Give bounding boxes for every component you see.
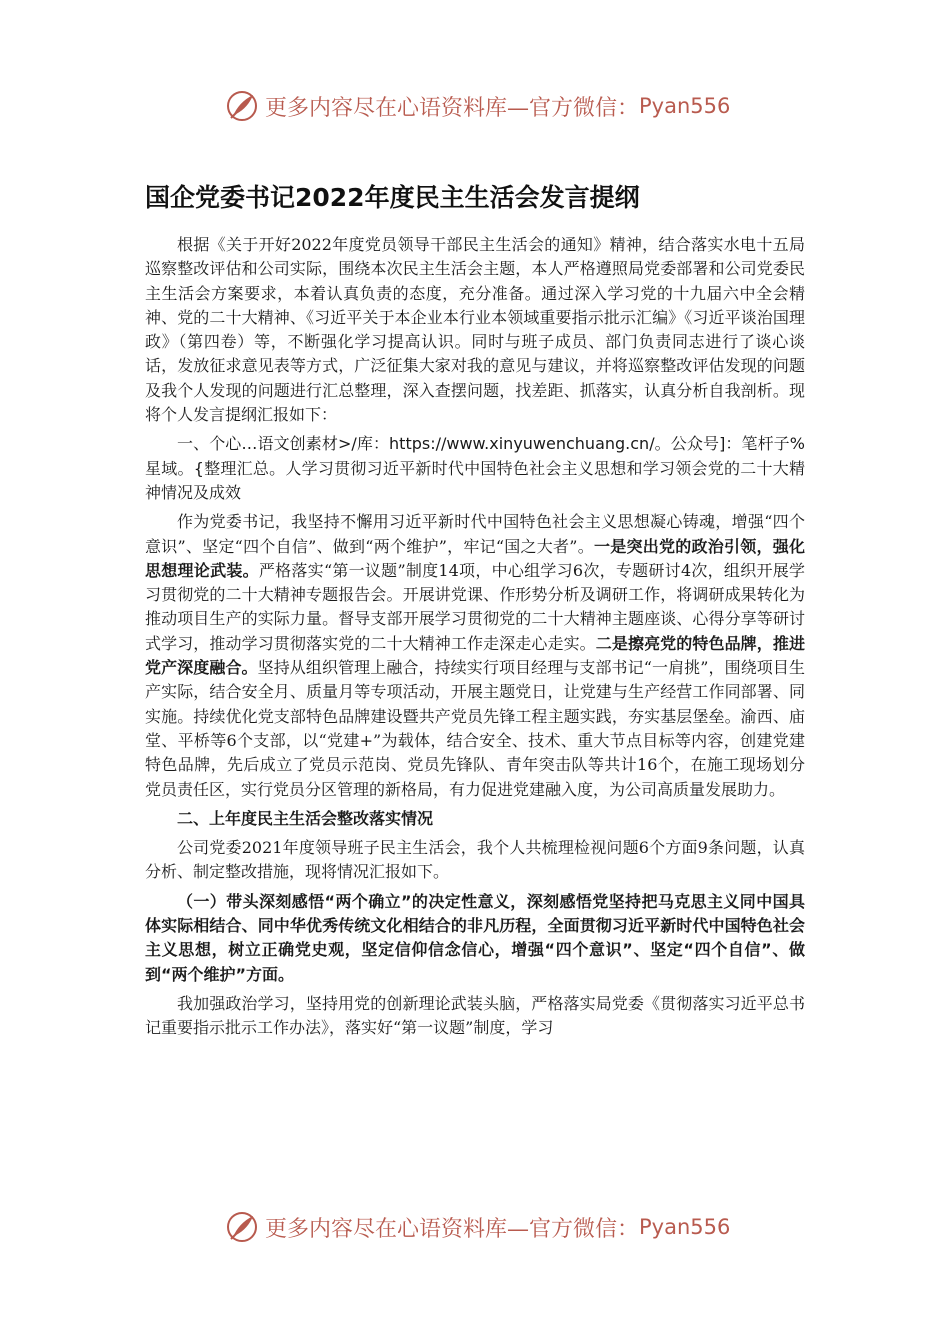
section-one-paragraph — [145, 510, 805, 802]
subsection-one-paragraph: 我加强政治学习，坚持用党的创新理论武装头脑，严格落实局党委《贯彻落实习近平总书记重要指示批示工作办法》，落实好“第一议题”制度，学习 — [145, 993, 805, 1038]
header-banner — [225, 86, 730, 126]
banner-text: 更多内容尽在心语资料库—官方微信： — [265, 1216, 640, 1242]
quill-pen-logo-icon — [225, 89, 259, 123]
section-two-heading: 二、上年度民主生活会整改落实情况 — [177, 808, 434, 828]
p3-bold-two: 二是擦亮党的特色品牌，推进党产深度融合。 — [145, 633, 805, 678]
document-body — [145, 233, 805, 1046]
banner-wechat-id: Pyan556 — [639, 1215, 731, 1239]
quill-pen-logo-icon — [225, 1210, 259, 1244]
p3-text-c: 严格落实“第一议题”制度14项，中心组学习6次，专题研讨4次，组织开展学习贯彻党的二十大精神专题报告会。开展讲党课、作形势分析及调研工作，将调研成果转化为推动项目生产的实际力量。督导支部开展学习贯彻党的二十大精神主题座谈、心得分享等研讨式学习，推动学习贯彻落实党的二十大精神工作走深走心走实。 — [145, 560, 805, 653]
intro-paragraph: 根据《关于开好2022年度党员领导干部民主生活会的通知》精神，结合落实水电十五局巡察整改评估和公司实际，围绕本次民主生活会主题，本人严格遵照局党委部署和公司党委民主生活会方案要求，本着认真负责的态度，充分准备。通过深入学习党的十九届六中全会精神、党的二十大精神、《习近平关于本企业本行业本领域重要指示批示汇编》《习近平谈治国理政》（第四卷）等，不断强化学习提高认识。同时与班子成员、部门负责同志进行了谈心谈话，发放征求意见表等方式，广泛征集大家对我的意见与建议，并将巡察整改评估发现的问题及我个人发现的问题进行汇总整理，深入查摆问题，找差距、抓落实，认真分析自我剖析。现将个人发言提纲汇报如下： — [145, 235, 805, 425]
banner-text: 更多内容尽在心语资料库—官方微信： — [265, 95, 640, 121]
p3-bold-one: 一是突出党的政治引领，强化思想理论武装。 — [145, 536, 805, 580]
banner-wechat-id: Pyan556 — [639, 94, 731, 118]
footer-banner — [225, 1207, 730, 1247]
subsection-one-heading: （一）带头深刻感悟“两个确立”的决定性意义，深刻感悟党坚持把马克思主义同中国具体实际相结合、同中华优秀传统文化相结合的非凡历程，全面贯彻习近平新时代中国特色社会主义思想，树立正确党史观，坚定信仰信念信心，增强“四个意识”、坚定“四个自信”、做到“两个维护”方面。 — [145, 891, 805, 984]
section-one-heading: 一、个心…语文创素材>/库：https://www.xinyuwenchuang.cn/。公众号]：笔杆子%星域。{整理汇总。人学习贯彻习近平新时代中国特色社会主义思想和学习领会党的二十大精神情况及成效 — [145, 434, 805, 502]
section-two-paragraph: 公司党委2021年度领导班子民主生活会，我个人共梳理检视问题6个方面9条问题，认真分析、制定整改措施，现将情况汇报如下。 — [145, 838, 805, 882]
p3-text-a: 作为党委书记，我坚持不懈用习近平新时代中国特色社会主义思想凝心铸魂，增强“四个意识”、坚定“四个自信”、做到“两个维护”，牢记“国之大者”。 — [145, 512, 805, 556]
document-title: 国企党委书记2022年度民主生活会发言提纲 — [145, 183, 640, 212]
p3-text-e: 坚持从组织管理上融合，持续实行项目经理与支部书记“一肩挑”，围绕项目生产实际，结合安全月、质量月等专项活动，开展主题党日，让党建与生产经营工作同部署、同实施。持续优化党支部特色品牌建设暨共产党员先锋工程主题实践，夯实基层堡垒。渝西、庙堂、平桥等6个支部，以“党建+”为载体，结合安全、技术、重大节点目标等内容，创建党建特色品牌，先后成立了党员示范岗、党员先锋队、青年突击队等共计16个，在施工现场划分党员责任区，实行党员分区管理的新格局，有力促进党建融入度，为公司高质量发展助力。 — [145, 658, 805, 799]
